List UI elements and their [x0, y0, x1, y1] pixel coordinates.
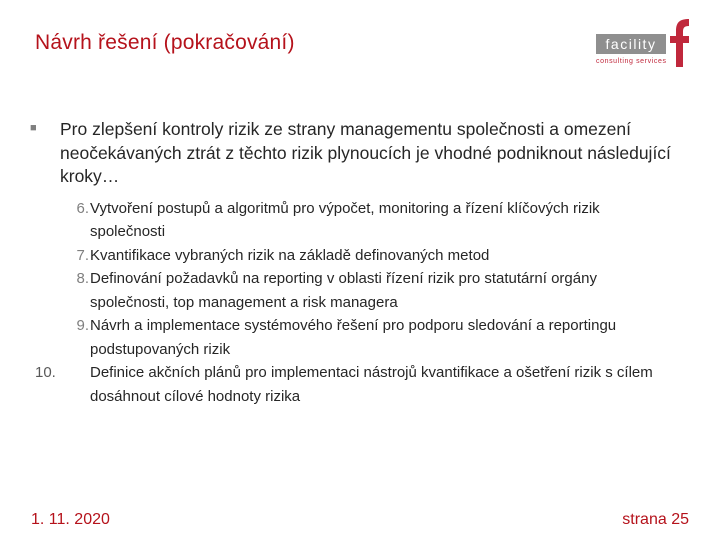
step-number: 8. [76, 270, 89, 287]
list-item [30, 314, 670, 361]
intro-bullet [30, 118, 690, 189]
square-bullet-icon: ■ [30, 122, 37, 134]
step-number: 6. [76, 199, 89, 217]
company-logo [594, 17, 704, 75]
logo-tagline: consulting services [596, 58, 667, 65]
step-number: 10. [35, 364, 56, 381]
list-item [30, 267, 670, 314]
step-text: Návrh a implementace systémového řešení pro podporu sledování a reportingu podstupovaných rizik [90, 317, 617, 358]
list-item [30, 244, 670, 268]
slide-content [30, 118, 690, 408]
steps-list [30, 197, 690, 409]
footer-date: 1. 11. 2020 [31, 511, 110, 528]
page-number: strana 25 [622, 511, 689, 528]
step-text: Definice akčních plánů pro implementaci nástrojů kvantifikace a ošetření rizik s cílem dosáhnout cílové hodnoty rizika [90, 364, 653, 405]
step-text: Vytvoření postupů a algoritmů pro výpočet, monitoring a řízení klíčových rizik společnosti [90, 199, 600, 240]
step-number: 7. [76, 246, 89, 264]
intro-text: Pro zlepšení kontroly rizik ze strany managementu společnosti a omezení neočekávaných ztrát z těchto rizik plynoucích je vhodné podniknout následující kroky… [60, 119, 671, 186]
list-item [30, 197, 670, 244]
logo-wordmark-box [596, 34, 666, 54]
step-text: Definování požadavků na reporting v oblasti řízení rizik pro statutární orgány společnosti, top management a risk managera [90, 270, 597, 311]
facility-f-mark-icon [670, 17, 690, 67]
step-text: Kvantifikace vybraných rizik na základě definovaných metod [90, 246, 490, 264]
step-number: 9. [76, 317, 89, 334]
logo-wordmark: facility [605, 36, 657, 52]
slide-title: Návrh řešení (pokračování) [35, 31, 295, 54]
list-item [30, 361, 670, 408]
